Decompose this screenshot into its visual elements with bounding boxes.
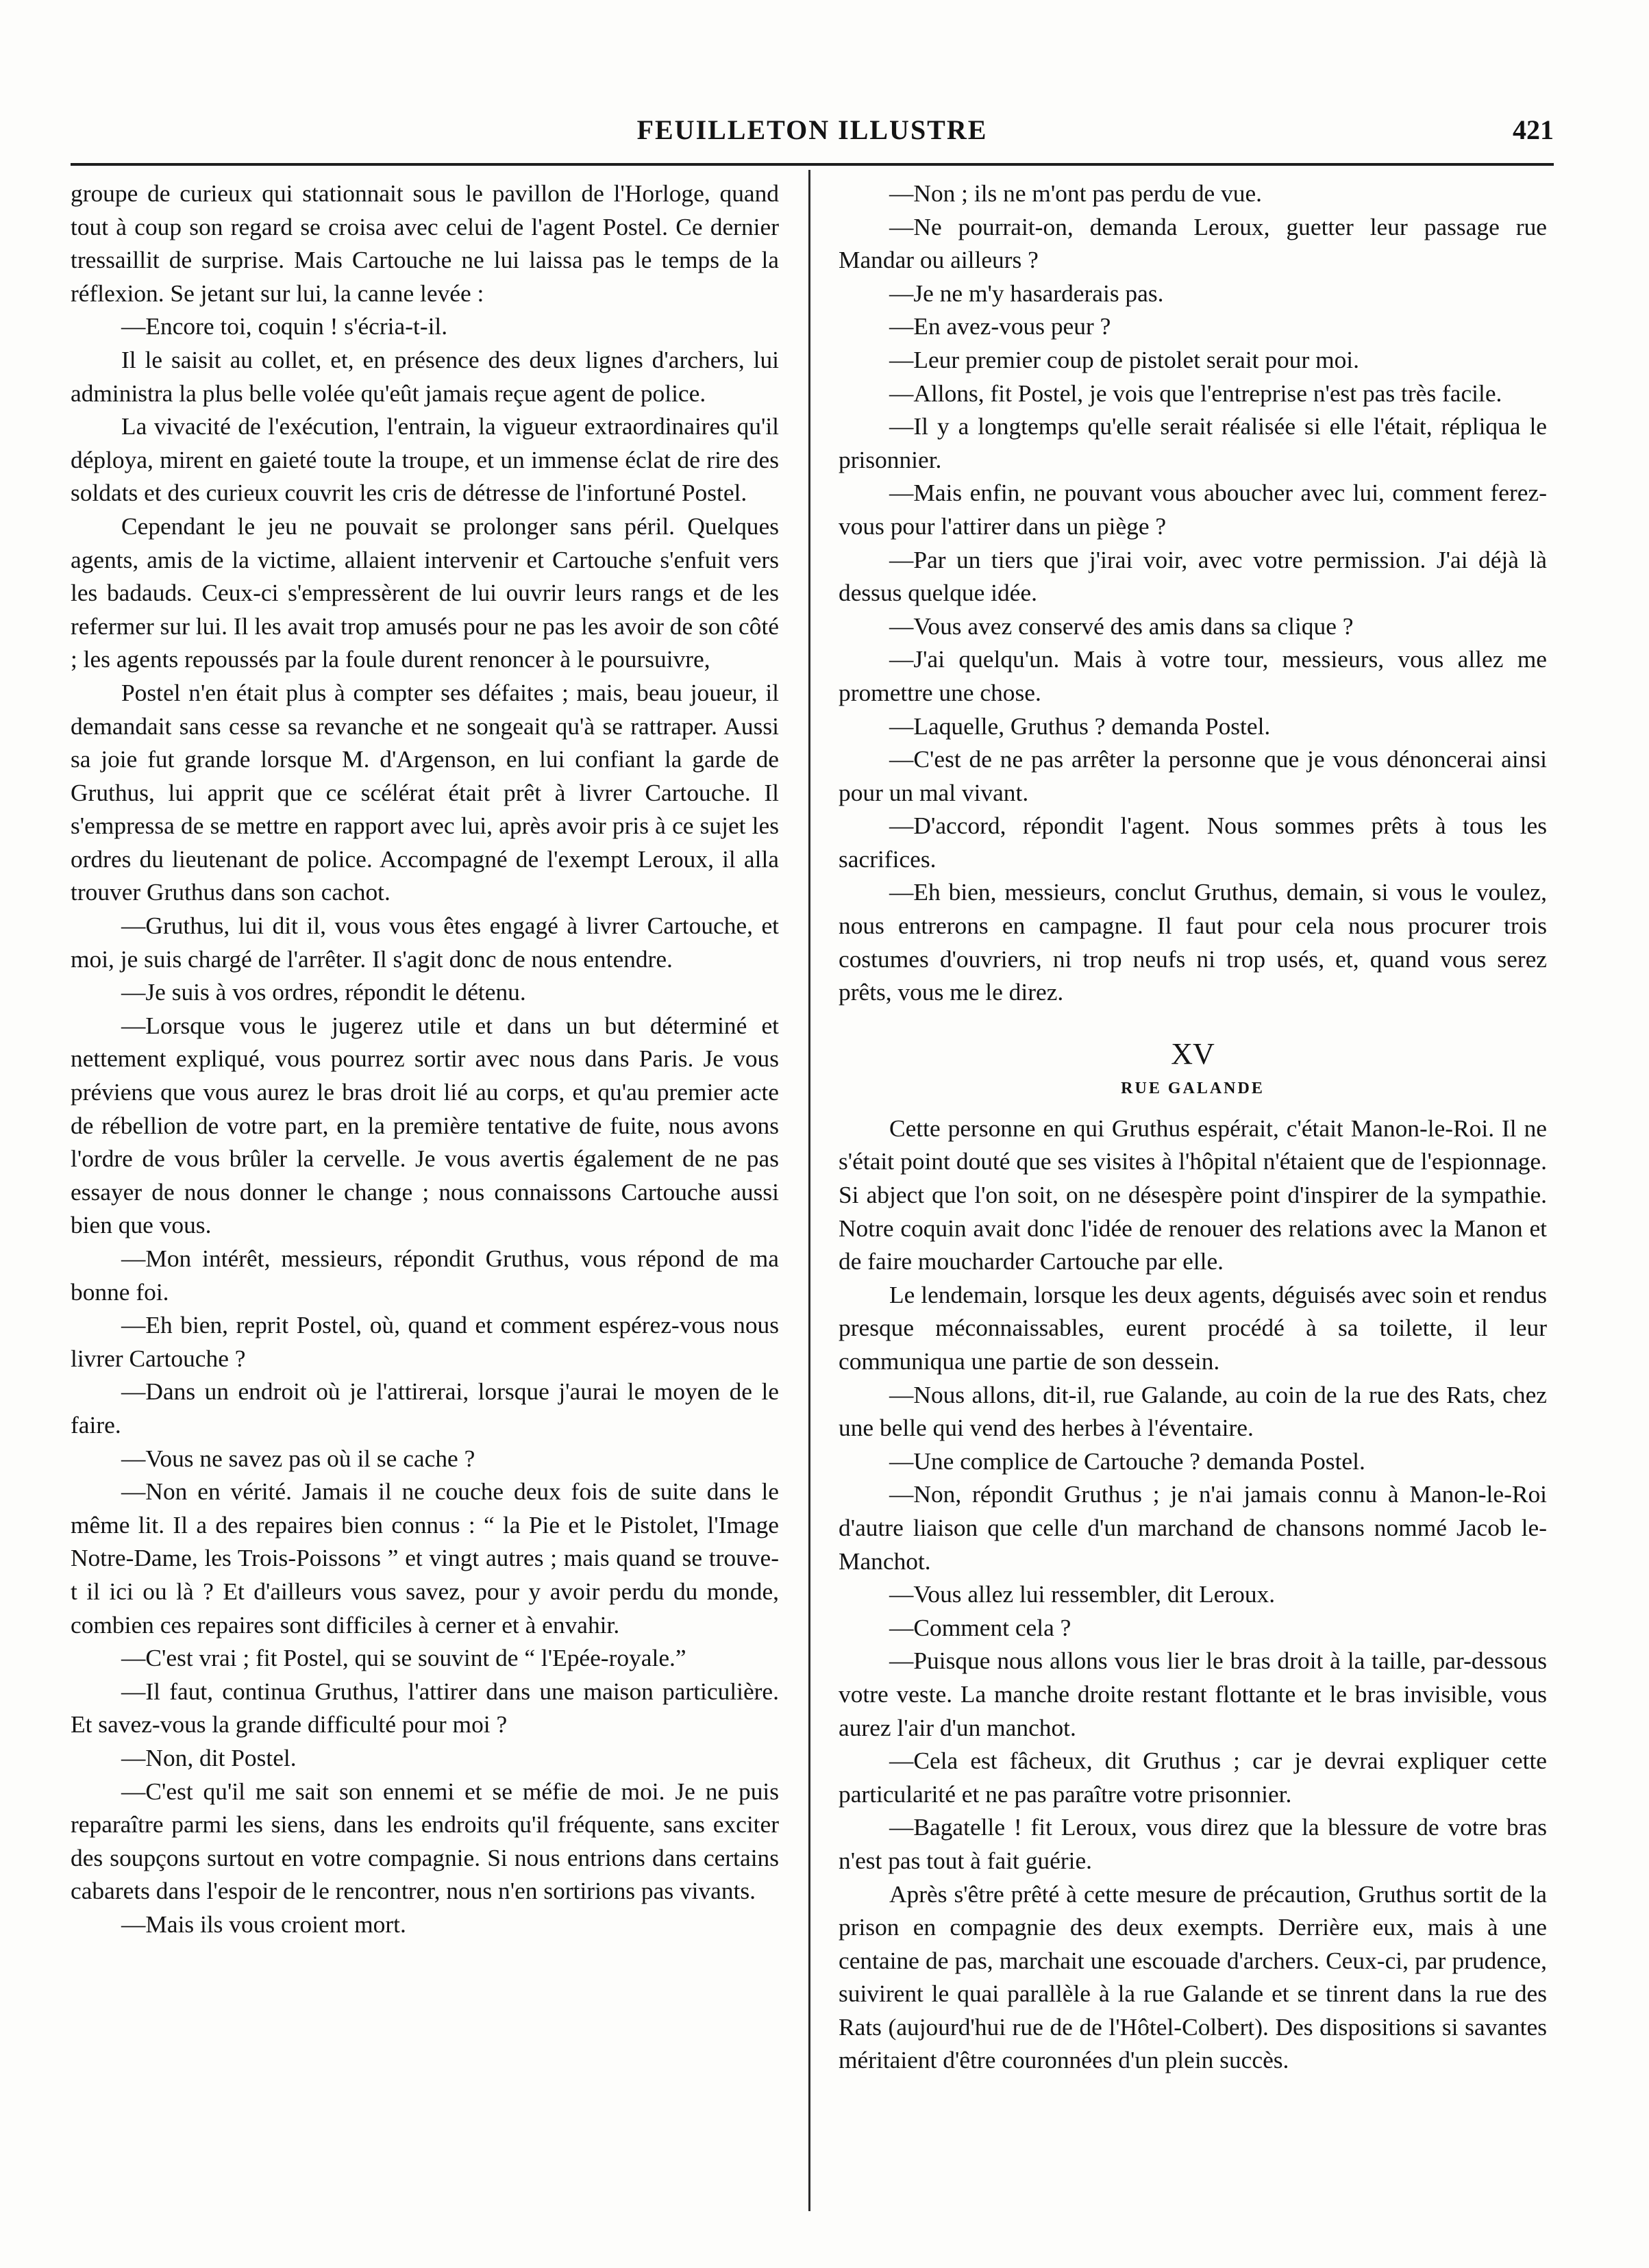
paragraph: Après s'être prêté à cette mesure de précaution, Gruthus sortit de la prison en compagnie des deux exempts. Derrière eux, mais à une centaine de pas, marchait une escouade d'archers. Ceux-ci, par prudence, suivirent le quai parallèle à la rue Galande et se tinrent dans la rue des Rats (aujourd'hui rue de de l'Hôtel-Colbert). Des dispositions si savantes méritaient d'être couronnées d'un plein succès. — [839, 1880, 1547, 2074]
paragraph: Le lendemain, lorsque les deux agents, déguisés avec soin et rendus presque méconnaissables, eurent procédé à sa toilette, il leur communiqua une partie de son dessein. — [839, 1280, 1547, 1375]
paragraph: —Non, répondit Gruthus ; je n'ai jamais connu à Manon-le-Roi d'autre liaison que celle d'un marchand de chansons nommé Jacob le-Manchot. — [839, 1480, 1547, 1575]
paragraph: —Une complice de Cartouche ? demanda Postel. — [889, 1447, 1365, 1475]
paragraph: —Allons, fit Postel, je vois que l'entreprise n'est pas très facile. — [889, 379, 1502, 407]
paragraph: —Comment cela ? — [889, 1613, 1071, 1641]
paragraph: —D'accord, répondit l'agent. Nous sommes prêts à tous les sacrifices. — [839, 812, 1547, 873]
paragraph: Cependant le jeu ne pouvait se prolonger sans péril. Quelques agents, amis de la victime, allaient intervenir et Cartouche s'enfuit vers les badauds. Ceux-ci s'empressèrent de lui ouvrir leurs rangs et de les refermer sur lui. Il les avait trop amusés pour ne pas les avoir de son côté ; les agents repoussés par la foule durent renoncer à le poursuivre, — [71, 512, 779, 673]
paragraph: —Il y a longtemps qu'elle serait réalisée si elle l'était, répliqua le prisonnier. — [839, 412, 1547, 473]
paragraph: —Mais enfin, ne pouvant vous aboucher avec lui, comment ferez-vous pour l'attirer dans un piège ? — [839, 479, 1547, 540]
paragraph: —Eh bien, messieurs, conclut Gruthus, demain, si vous le voulez, nous entrerons en campagne. Il faut pour cela nous procurer trois costumes d'ouvriers, ni trop neufs ni trop usés, et, quand vous serez prêts, vous me le direz. — [839, 878, 1547, 1006]
paragraph: —Je suis à vos ordres, répondit le détenu. — [121, 978, 526, 1006]
chapter-number: XV — [1171, 1036, 1215, 1071]
paragraph: groupe de curieux qui stationnait sous le pavillon de l'Horloge, quand tout à coup son regard se croisa avec celui de l'agent Postel. Ce dernier tressaillit de surprise. Mais Cartouche ne lui laissa pas le temps de la réflexion. Se jetant sur lui, la canne levée : — [71, 179, 779, 307]
paragraph: Postel n'en était plus à compter ses défaites ; mais, beau joueur, il demandait sans cesse sa revanche et ne songeait qu'à se rattraper. Aussi sa joie fut grande lorsque M. d'Argenson, en lui confiant la garde de Gruthus, lui apprit que ce scélérat était prêt à livrer Cartouche. Il s'empressa de se mettre en rapport avec lui, après avoir pris à ce sujet les ordres du lieutenant de police. Accompagné de l'exempt Leroux, il alla trouver Gruthus dans son cachot. — [71, 678, 779, 906]
paragraph: —En avez-vous peur ? — [889, 312, 1111, 340]
paragraph: Cette personne en qui Gruthus espérait, c'était Manon-le-Roi. Il ne s'était point douté que ses visites à l'hôpital n'étaient que de l'espionnage. Si abject que l'on soit, on ne désespère point d'inspirer de la sympathie. Notre coquin avait donc l'idée de renouer des relations avec la Manon et de faire moucharder Cartouche par elle. — [839, 1114, 1547, 1275]
paragraph: —Il faut, continua Gruthus, l'attirer dans une maison particulière. Et savez-vous la grande difficulté pour moi ? — [71, 1677, 779, 1739]
paragraph: —Encore toi, coquin ! s'écria-t-il. — [121, 312, 448, 340]
paragraph: —Gruthus, lui dit il, vous vous êtes engagé à livrer Cartouche, et moi, je suis chargé de l'arrêter. Il s'agit donc de nous entendre. — [71, 912, 779, 973]
paragraph: —C'est vrai ; fit Postel, qui se souvint de “ l'Epée-royale.” — [121, 1644, 686, 1672]
paragraph: —Leur premier coup de pistolet serait pour moi. — [889, 345, 1359, 373]
paragraph: —Je ne m'y hasarderais pas. — [889, 279, 1164, 307]
paragraph: —Dans un endroit où je l'attirerai, lorsque j'aurai le moyen de le faire. — [71, 1378, 779, 1438]
paragraph: —C'est qu'il me sait son ennemi et se méfie de moi. Je ne puis reparaître parmi les siens, dans les endroits qu'il fréquente, sans exciter des soupçons surtout en votre compagnie. Si nous entrions dans certains cabarets dans l'espoir de le rencontrer, nous n'en sortirions pas vivants. — [71, 1777, 779, 1905]
column-divider — [808, 170, 810, 2211]
header-rule — [71, 163, 1554, 166]
page-number: 421 — [1513, 114, 1554, 145]
paragraph: —Mais ils vous croient mort. — [121, 1910, 406, 1938]
paragraph: —Par un tiers que j'irai voir, avec votre permission. J'ai déjà là dessus quelque idée. — [839, 545, 1547, 607]
running-title: FEUILLETON ILLUSTRE — [636, 114, 988, 145]
paragraph: —Vous avez conservé des amis dans sa clique ? — [889, 612, 1354, 640]
paragraph: —Puisque nous allons vous lier le bras droit à la taille, par-dessous votre veste. La manche droite restant flottante et le bras invisible, vous aurez l'air d'un manchot. — [839, 1647, 1547, 1741]
paragraph: —Nous allons, dit-il, rue Galande, au coin de la rue des Rats, chez une belle qui vend des herbes à l'éventaire. — [839, 1380, 1547, 1442]
paragraph: —Cela est fâcheux, dit Gruthus ; car je devrai expliquer cette particularité et ne pas paraître votre prisonnier. — [839, 1747, 1547, 1808]
paragraph: —Ne pourrait-on, demanda Leroux, guetter leur passage rue Mandar ou ailleurs ? — [839, 212, 1547, 274]
paragraph: —Vous allez lui ressembler, dit Leroux. — [889, 1580, 1276, 1608]
paragraph: —C'est de ne pas arrêter la personne que je vous dénoncerai ainsi pour un mal vivant. — [839, 745, 1547, 806]
left-column — [71, 177, 779, 1941]
paragraph: —Laquelle, Gruthus ? demanda Postel. — [889, 712, 1271, 740]
paragraph: Il le saisit au collet, et, en présence des deux lignes d'archers, lui administra la plus belle volée qu'eût jamais reçue agent de police. — [71, 345, 779, 407]
paragraph: —Non ; ils ne m'ont pas perdu de vue. — [889, 179, 1263, 207]
paragraph: —Lorsque vous le jugerez utile et dans un but déterminé et nettement expliqué, vous pourrez sortir avec nous dans Paris. Je vous préviens que vous aurez le bras droit lié au corps, et qu'au premier acte de rébellion de votre part, en la première tentative de fuite, nous avons l'ordre de vous brûler la cervelle. Je vous avertis également de ne pas essayer de nous donner le change ; nous connaissons Cartouche aussi bien que vous. — [71, 1011, 779, 1239]
paragraph: —Non, dit Postel. — [121, 1743, 297, 1771]
paragraph: —Bagatelle ! fit Leroux, vous direz que la blessure de votre bras n'est pas tout à fait guérie. — [839, 1813, 1547, 1874]
page-header — [71, 114, 1554, 159]
paragraph: La vivacité de l'exécution, l'entrain, la vigueur extraordinaires qu'il déploya, mirent en gaieté toute la troupe, et un immense éclat de rire des soldats et des curieux couvrit les cris de détresse de l'infortuné Postel. — [71, 412, 779, 507]
paragraph: —Eh bien, reprit Postel, où, quand et comment espérez-vous nous livrer Cartouche ? — [71, 1311, 779, 1372]
paragraph: —Non en vérité. Jamais il ne couche deux fois de suite dans le même lit. Il a des repaires bien connus : “ la Pie et le Pistolet, l'Image Notre-Dame, les Trois-Poissons ” et vingt autres ; mais quand se trouve-t il ici ou là ? Et d'ailleurs vous savez, pour y avoir perdu du monde, combien ces repaires sont difficiles à cerner et à envahir. — [71, 1478, 779, 1638]
paragraph: —J'ai quelqu'un. Mais à votre tour, messieurs, vous allez me promettre une chose. — [839, 645, 1547, 706]
paragraph: —Mon intérêt, messieurs, répondit Gruthus, vous répond de ma bonne foi. — [71, 1245, 779, 1306]
chapter-title: RUE GALANDE — [1121, 1079, 1265, 1097]
right-column — [839, 177, 1547, 2077]
paragraph: —Vous ne savez pas où il se cache ? — [121, 1444, 475, 1472]
